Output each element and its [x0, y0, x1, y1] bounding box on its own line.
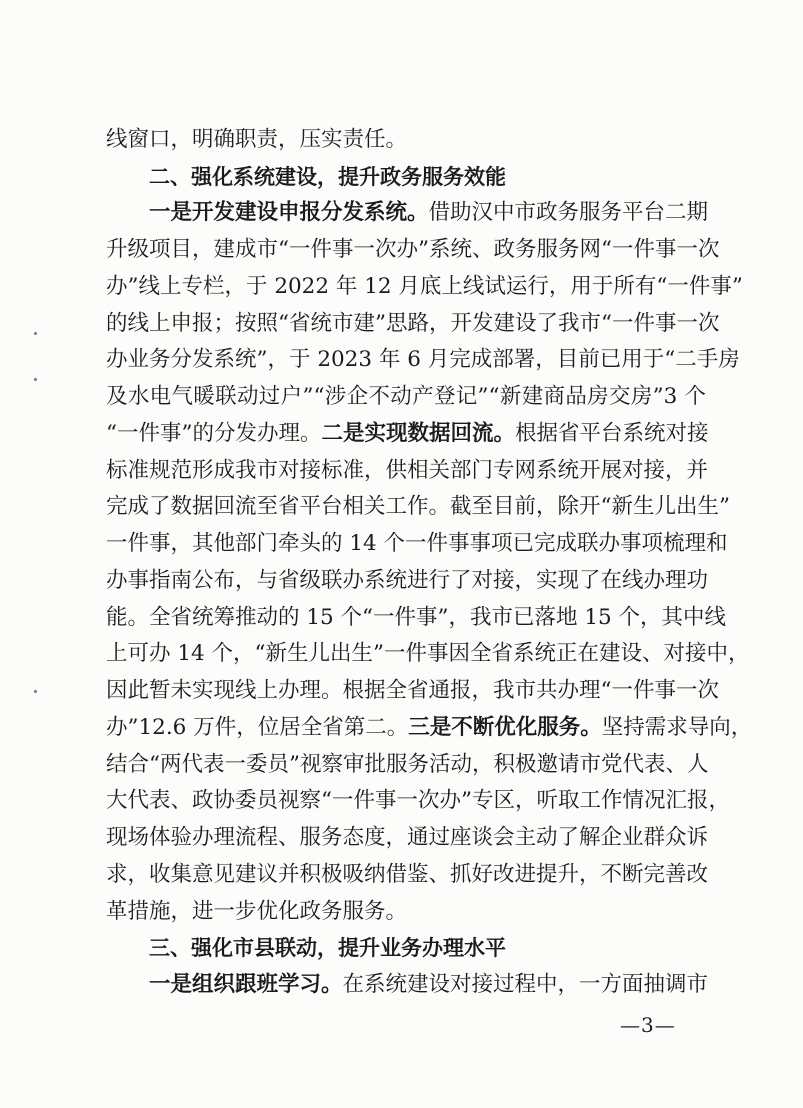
paragraph-line: 办业务分发系统”，于 2023 年 6 月完成部署，目前已用于“二手房 — [106, 347, 740, 372]
scan-speck — [34, 332, 37, 335]
paragraph-line: 大代表、政协委员视察“一件事一次办”专区，听取工作情况汇报， — [106, 788, 730, 813]
emphasis-text: 二是实现数据回流。 — [321, 421, 515, 446]
paragraph-line: 及水电气暖联动过户”“涉企不动产登记”“新建商品房交房”3 个 — [106, 384, 706, 409]
paragraph-line: 上可办 14 个，“新生儿出生”一件事因全省系统正在建设、对接中， — [106, 641, 750, 666]
paragraph-line: 线窗口，明确职责，压实责任。 — [106, 127, 408, 152]
text-run: “一件事”的分发办理。 — [106, 421, 322, 446]
emphasis-text: 一是开发建设申报分发系统。 — [149, 200, 429, 225]
emphasis-text: 三是不断优化服务。 — [408, 715, 602, 740]
emphasis-text: 一是组织跟班学习。 — [149, 972, 343, 997]
text-run: 根据省平台系统对接 — [515, 421, 709, 446]
paragraph-line: 因此暂未实现线上办理。根据全省通报，我市共办理“一件事一次 — [106, 678, 719, 703]
paragraph-line: 现场体验办理流程、服务态度，通过座谈会主动了解企业群众诉 — [106, 825, 709, 850]
scan-speck — [34, 690, 37, 693]
paragraph-line — [149, 968, 709, 1002]
paragraph-line: 求，收集意见建议并积极吸纳借鉴、抓好改进提升，不断完善改 — [106, 862, 709, 887]
paragraph-line: 标准规范形成我市对接标准，供相关部门专网系统开展对接，并 — [106, 458, 709, 483]
text-run: 在系统建设对接过程中，一方面抽调市 — [342, 972, 709, 997]
paragraph-line — [149, 196, 709, 230]
page-number: —3— — [620, 1013, 676, 1037]
paragraph-line — [106, 417, 709, 451]
paragraph-line: 结合“两代表一委员”视察审批服务活动，积极邀请市党代表、人 — [106, 752, 709, 777]
paragraph-line — [106, 711, 753, 745]
paragraph-line: 升级项目，建成市“一件事一次办”系统、政务服务网“一件事一次 — [106, 237, 720, 262]
paragraph-line: 能。全省统筹推动的 15 个“一件事”，我市已落地 15 个，其中线 — [106, 605, 727, 630]
text-run: 坚持需求导向， — [601, 715, 753, 740]
text-run: 借助汉中市政务服务平台二期 — [428, 200, 709, 225]
paragraph-line: 办”线上专栏，于 2022 年 12 月底上线试运行，用于所有“一件事” — [106, 274, 743, 299]
paragraph-line: 一件事，其他部门牵头的 14 个一件事事项已完成联办事项梳理和 — [106, 531, 728, 556]
section-heading: 二、强化系统建设，提升政务服务效能 — [149, 165, 506, 189]
paragraph-line: 完成了数据回流至省平台相关工作。截至目前，除开“新生儿出生” — [106, 494, 730, 519]
paragraph-line: 办事指南公布，与省级联办系统进行了对接，实现了在线办理功 — [106, 568, 709, 593]
scan-speck — [34, 378, 37, 381]
paragraph-line: 的线上申报；按照“省统市建”思路，开发建设了我市“一件事一次 — [106, 311, 720, 336]
text-run: 办”12.6 万件，位居全省第二。 — [106, 715, 409, 740]
section-heading: 三、强化市县联动，提升业务办理水平 — [149, 936, 506, 960]
paragraph-line: 革措施，进一步优化政务服务。 — [106, 899, 408, 924]
